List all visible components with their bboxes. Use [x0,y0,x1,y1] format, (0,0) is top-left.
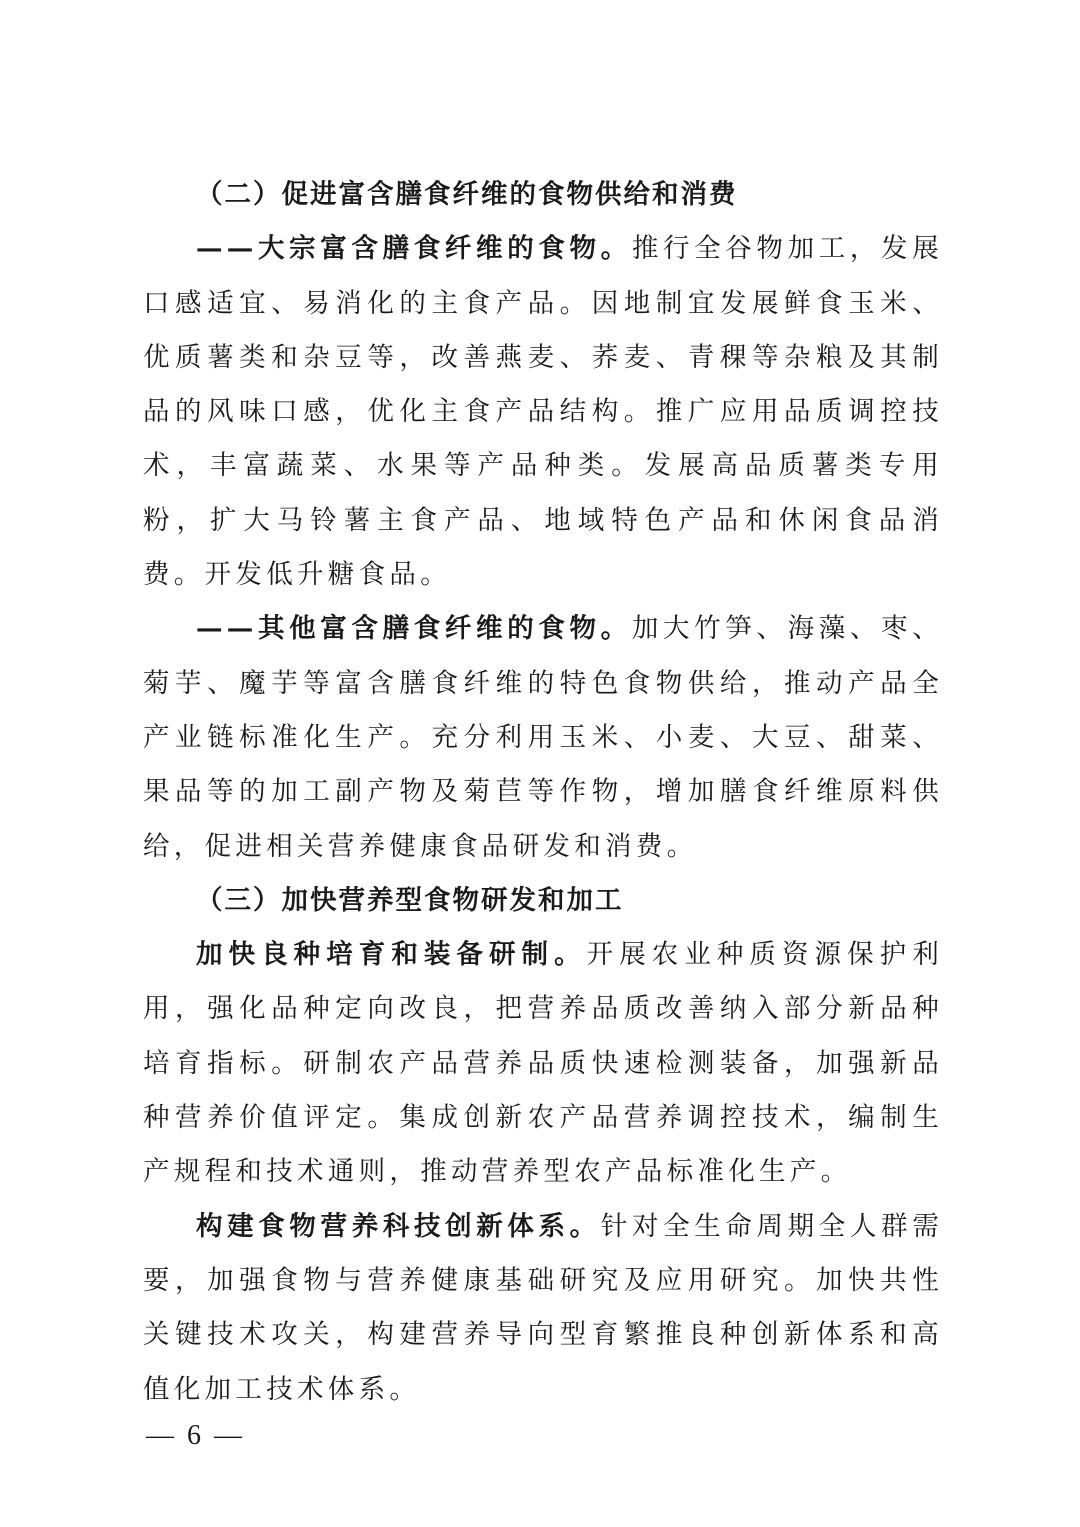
paragraph-other-fiber-foods [143,602,943,873]
paragraph-body: 开展农业种质资源保护利用，强化品种定向改良，把营养品质改善纳入部分新品种培育指标。研制农产品营养品质快速检测装备，加强新品种营养价值评定。集成创新农产品营养调控技术，编制生产规程和技术通则，推动营养型农产品标准化生产。 [143,939,943,1188]
page-number: — 6 — [146,1420,245,1451]
body-text [143,168,943,1417]
paragraph-body: 推行全谷物加工，发展口感适宜、易消化的主食产品。因地制宜发展鲜食玉米、优质薯类和杂豆等，改善燕麦、荞麦、青稞等杂粮及其制品的风味口感，优化主食产品结构。推广应用品质调控技术，丰富蔬菜、水果等产品种类。发展高品质薯类专用粉，扩大马铃薯主食产品、地域特色产品和休闲食品消费。开发低升糖食品。 [143,233,944,591]
paragraph-innovation-system [143,1200,943,1417]
paragraph-body: 加大竹笋、海藻、枣、菊芋、魔芋等富含膳食纤维的特色食物供给，推动产品全产业链标准化生产。充分利用玉米、小麦、大豆、甜菜、果品等的加工副产物及菊苣等作物，增加膳食纤维原料供给，促进相关营养健康食品研发和消费。 [143,613,944,862]
paragraph-lead: ——大宗富含膳食纤维的食物。 [196,233,632,265]
paragraph-lead: 构建食物营养科技创新体系。 [196,1210,601,1242]
section-heading-3: （三）加快营养型食物研发和加工 [196,884,624,916]
paragraph-breeding-equipment [143,928,943,1199]
paragraph-body: 针对全生命周期全人群需要，加强食物与营养健康基础研究及应用研究。加快共性关键技术攻关，构建营养导向型育繁推良种创新体系和高值化加工技术体系。 [143,1210,943,1405]
paragraph-lead: ——其他富含膳食纤维的食物。 [196,613,632,645]
paragraph-lead: 加快良种培育和装备研制。 [196,939,587,971]
section-heading-2: （二）促进富含膳食纤维的食物供给和消费 [196,179,738,210]
paragraph-staple-fiber-foods [143,222,943,602]
